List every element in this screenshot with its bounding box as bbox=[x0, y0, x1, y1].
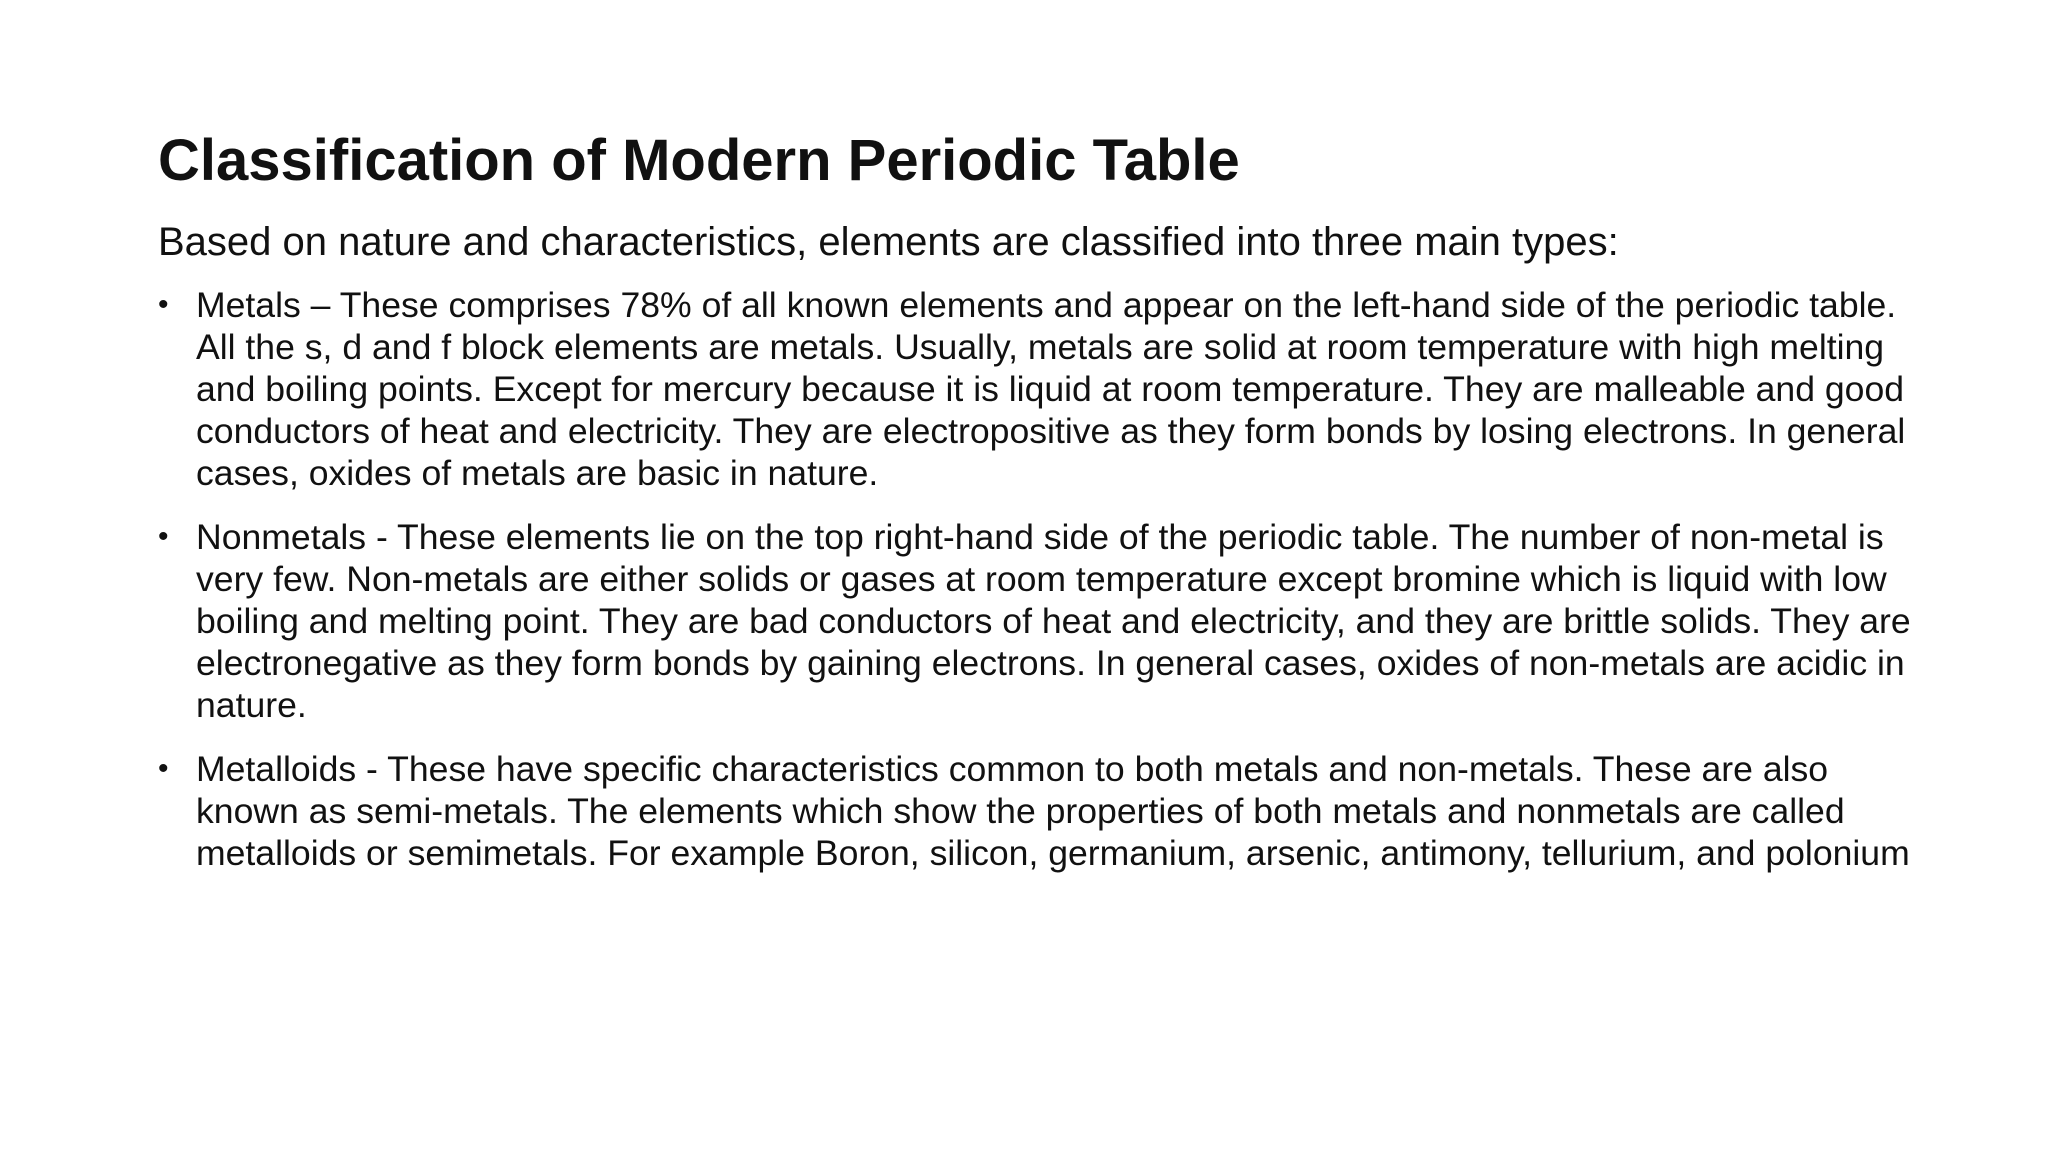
bullet-dot-icon: • bbox=[158, 752, 169, 785]
bullet-text-nonmetals: Nonmetals - These elements lie on the top right-hand side of the periodic table. The number of non-metal is very few. Non-metals are either solids or gases at room temperature except bromine which is liquid with low boiling and melting point. They are bad conductors of heat and electricity, and they are brittle solids. They are electronegative as they form bonds by gaining electrons. In general cases, oxides of non-metals are acidic in nature. bbox=[196, 517, 1911, 725]
slide-title: Classification of Modern Periodic Table bbox=[158, 128, 1240, 193]
bullet-text-metals: Metals – These comprises 78% of all known elements and appear on the left-hand side of the periodic table. All the s, d and f block elements are metals. Usually, metals are solid at room temperature with high melting and boiling points. Except for mercury because it is liquid at room temperature. They are malleable and good conductors of heat and electricity. They are electropositive as they form bonds by losing electrons. In general cases, oxides of metals are basic in nature. bbox=[196, 285, 1906, 493]
bullet-item-metalloids bbox=[158, 748, 1918, 874]
slide-intro: Based on nature and characteristics, elements are classified into three main types: bbox=[158, 220, 1619, 264]
bullet-list bbox=[158, 284, 1918, 896]
bullet-item-nonmetals bbox=[158, 516, 1918, 726]
bullet-dot-icon: • bbox=[158, 288, 169, 321]
bullet-dot-icon: • bbox=[158, 520, 169, 553]
bullet-text-metalloids: Metalloids - These have specific characteristics common to both metals and non-metals. These are also known as semi-metals. The elements which show the properties of both metals and nonmetals are called metalloids or semimetals. For example Boron, silicon, germanium, arsenic, antimony, tellurium, and polonium bbox=[196, 749, 1910, 873]
bullet-item-metals bbox=[158, 284, 1918, 494]
